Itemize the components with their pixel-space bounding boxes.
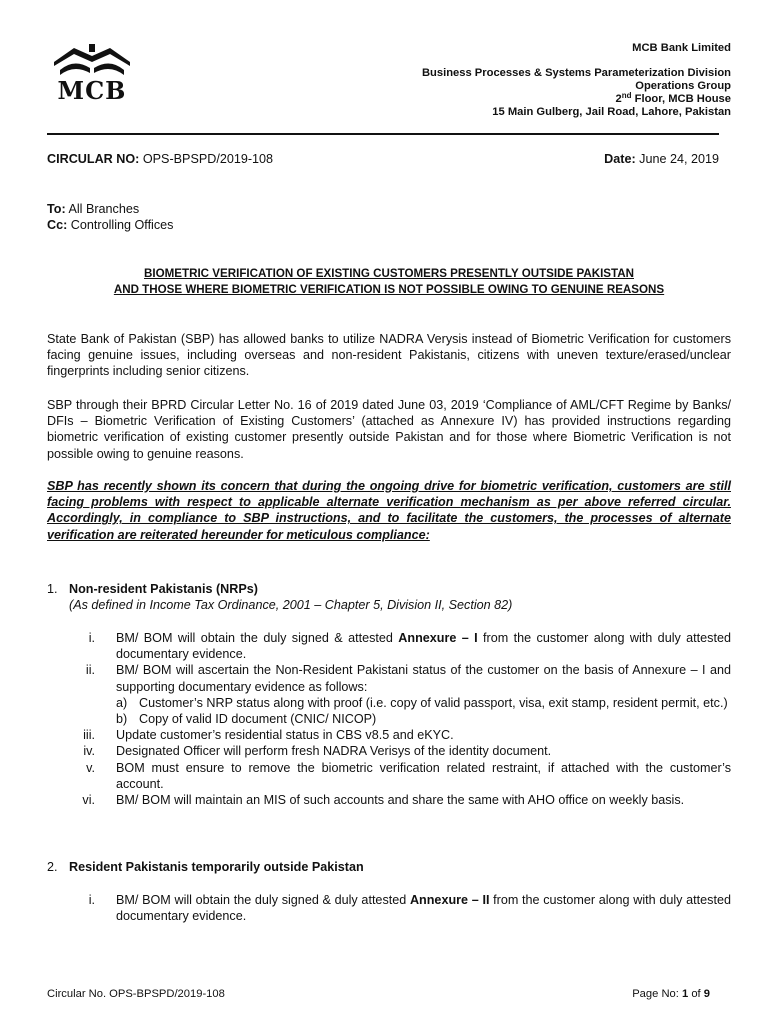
section-2-list bbox=[47, 892, 731, 924]
to-line: To: All Branches bbox=[47, 202, 140, 216]
bank-name: MCB Bank Limited bbox=[632, 42, 731, 54]
mcb-emblem-icon bbox=[52, 42, 132, 80]
sub-item: b) Copy of valid ID document (CNIC/ NICOP) bbox=[116, 712, 377, 727]
recipients bbox=[47, 201, 173, 233]
sub-item: a) Customer’s NRP status along with proof (i.e. copy of valid passport, visa, exit stamp, resident permit, etc.) bbox=[116, 695, 728, 710]
list-item: v. BOM must ensure to remove the biometric verification related restraint, if attached with the customer’s account. bbox=[86, 760, 731, 791]
document-page: MCB MCB Bank Limited Business Processes & Systems Parameterization Division Operations Group 2nd Floor, MCB House 15 Main Gulberg, Jail Road, Lahore, Pakistan CIRCULAR NO: OPS-BPSPD/2019-108 Date: June 24, 2019 To: All Branches Cc: Controlling Offices BIOMETRIC VERIFICATION OF EXISTING CUSTOMERS PRESENTLY OUTSIDE PAKISTAN AND THOSE WHERE BIOMETRIC VERIFICATION IS NOT POSSIBLE OWING TO GENUINE REASONS State Bank of Pakistan (SBP) has allowed banks to utilize NADRA Verysis instead of Biometric Verification for customers facing genuine issues, including overseas and non-resident Pakistanis, citizens with uneven texture/erased/unclear fingerprints including senior citizens. SBP through their BPRD Circular Letter No. 16 of 2019 dated June 03, 2019 ‘Compliance of AML/CFT Regime by Banks/ DFIs – Biometric Verification of Existing Customers’ (attached as Annexure IV) has provided instructions regarding biometric verification of existing customer presently outside Pakistan and for those where Biometric Verification is not possible owing to genuine reasons. SBP has recently shown its concern that during the ongoing drive for biometric verification, customers are still facing problems with respect to applicable alternate verification mechanism as per above referred circular. Accordingly, in compliance to SBP instructions, and to facilitate the customers, the processes of alternate verification are reiterated hereunder for meticulous compliance: 1. Non-resident Pakistanis (NRPs) (As defined in Income Tax Ordinance, 2001 – Chapter 5, Division II, Section 82) i. BM/ BOM will obtain the duly signed & attested Annexure – I from the customer along with duly attested documentary evidence. ii. BM/ BOM will ascertain the Non-Resident Pakistani status of the customer on the basis of Annexure – I and supporting documentary evidence as follows: a) Customer’s NRP status along with proof (i.e. copy of valid passport, visa, exit stamp, resident permit, etc.) b) Copy of valid ID document (CNIC/ NICOP) iii. Update customer’s residential status in CBS v8.5 and eKYC. iv. Designated Officer will perform fresh NADRA Verisys of the identity document. v. BOM must ensure to remove the biometric verification related restraint, if attached with the customer’s account. vi. BM/ BOM will maintain an MIS of such accounts and share the same with AHO office on weekly basis. 2. Resident Pakistanis temporarily outside Pakistan i. BM/ BOM will obtain the duly signed & duly attested Annexure – II from the customer along with duly attested documentary evidence. Circular No. OPS-BPSPD/2019-108 Page No: 1 of 9 bbox=[47, 42, 731, 1000]
group-name: Operations Group bbox=[635, 80, 731, 92]
paragraph-sbp-letter: SBP through their BPRD Circular Letter No. 16 of 2019 dated June 03, 2019 ‘Compliance of AML/CFT Regime by Banks/ DFIs – Biometric Verification of Existing Customers’ (attached as Annexure IV) has provided instructions regarding biometric verification of existing customer presently outside Pakistan and for those where Biometric Verification is not possible owing to genuine reasons. bbox=[47, 398, 731, 461]
circular-title: BIOMETRIC VERIFICATION OF EXISTING CUSTOMERS PRESENTLY OUTSIDE PAKISTAN AND THOSE WHERE BIOMETRIC VERIFICATION IS NOT POSSIBLE OWING TO GENUINE REASONS bbox=[113, 267, 665, 296]
circular-number: CIRCULAR NO: OPS-BPSPD/2019-108 bbox=[47, 152, 274, 166]
list-item: iv. Designated Officer will perform fresh NADRA Verisys of the identity document. bbox=[83, 744, 552, 759]
list-item: i. BM/ BOM will obtain the duly signed & duly attested Annexure – II from the customer along with duly attested documentary evidence. bbox=[88, 893, 731, 924]
list-item: vi. BM/ BOM will maintain an MIS of such accounts and share the same with AHO office on weekly basis. bbox=[82, 793, 685, 808]
page-number: Page No: 1 of 9 bbox=[632, 988, 710, 1000]
section-1-subtitle: (As defined in Income Tax Ordinance, 2001 – Chapter 5, Division II, Section 82) bbox=[69, 598, 513, 612]
street-address: 15 Main Gulberg, Jail Road, Lahore, Pakistan bbox=[492, 106, 731, 118]
cc-line: Cc: Controlling Offices bbox=[47, 218, 174, 233]
logo-text: MCB bbox=[57, 76, 127, 105]
paragraph-emphasis: SBP has recently shown its concern that during the ongoing drive for biometric verification, customers are still facing problems with respect to applicable alternate verification mechanism as per above referred circular. Accordingly, in compliance to SBP instructions, and to facilitate the customers, the processes of alternate verification are reiterated hereunder for meticulous compliance: bbox=[47, 479, 731, 542]
section-1-list bbox=[47, 630, 731, 808]
list-item: ii. BM/ BOM will ascertain the Non-Resident Pakistani status of the customer on the basis of Annexure – I and supporting documentary evidence as follows: a) Customer’s NRP status along with proof (i.e. copy of valid passport, visa, exit stamp, resident permit, etc.) b) Copy of valid ID document (CNIC/ NICOP) bbox=[85, 663, 731, 727]
letterhead-address bbox=[422, 42, 731, 119]
floor-line: 2nd Floor, MCB House bbox=[615, 91, 731, 105]
list-item: iii. Update customer’s residential status in CBS v8.5 and eKYC. bbox=[83, 728, 454, 743]
paragraph-intro: State Bank of Pakistan (SBP) has allowed banks to utilize NADRA Verysis instead of Biometric Verification for customers facing genuine issues, including overseas and non-resident Pakistanis, citizens with uneven texture/erased/unclear fingerprints including senior citizens. bbox=[47, 332, 731, 379]
circular-date: Date: June 24, 2019 bbox=[604, 152, 719, 166]
mcb-logo bbox=[52, 42, 132, 104]
footer-circular-number: Circular No. OPS-BPSPD/2019-108 bbox=[47, 988, 225, 1000]
list-item: i. BM/ BOM will obtain the duly signed & attested Annexure – I from the customer along with duly attested documentary evidence. bbox=[88, 631, 731, 662]
header-divider bbox=[47, 133, 719, 135]
division-name: Business Processes & Systems Parameterization Division bbox=[421, 67, 731, 79]
